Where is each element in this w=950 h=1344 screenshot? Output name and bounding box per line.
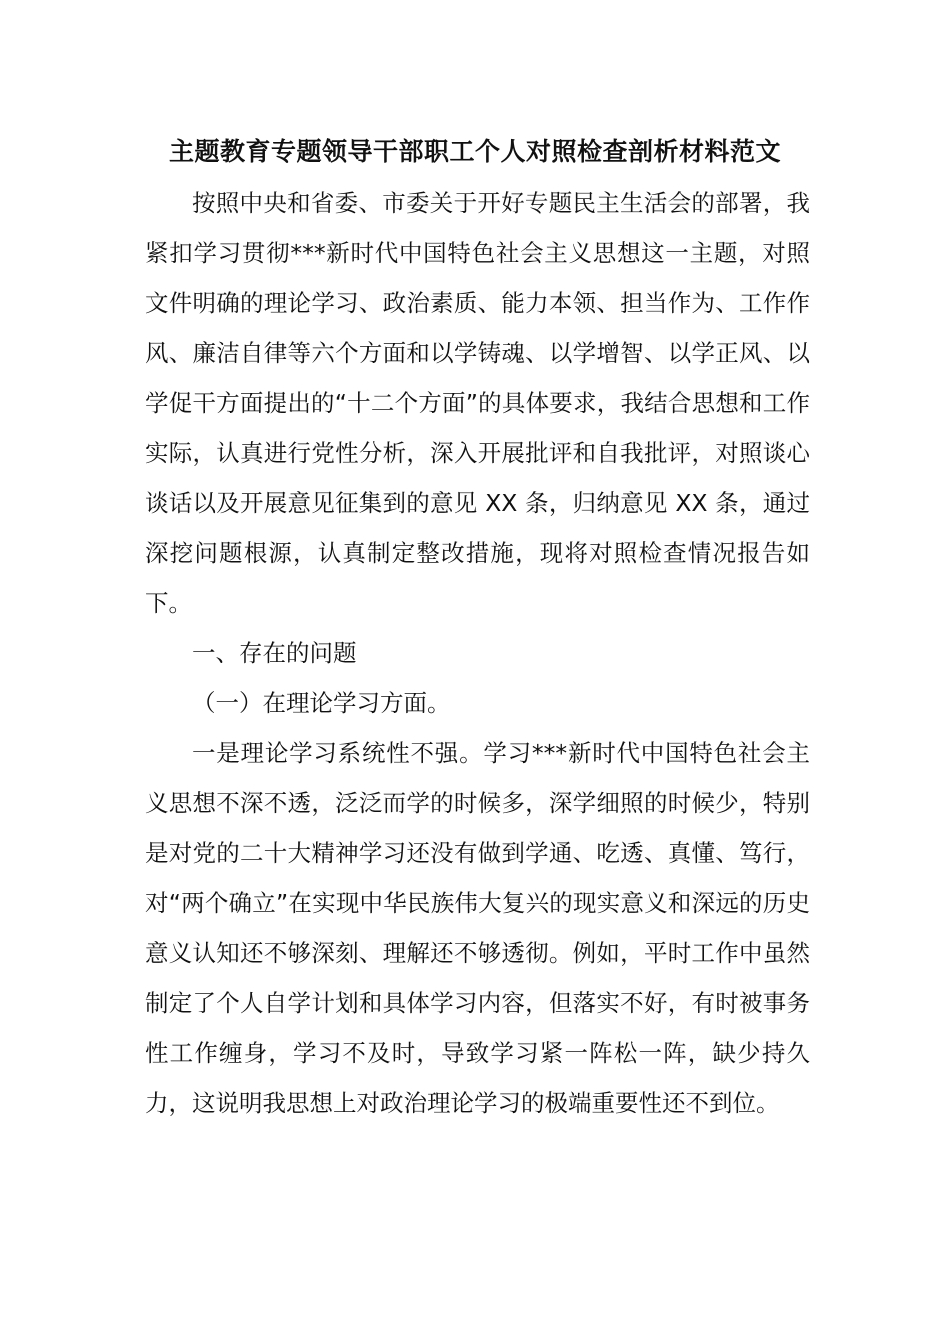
document-title: 主题教育专题领导干部职工个人对照检查剖析材料范文 (168, 137, 781, 166)
point-paragraph-1: 一是理论学习系统性不强。学习***新时代中国特色社会主义思想不深不透，泛泛而学的时候多，深学细照的时候少，特别是对党的二十大精神学习还没有做到学通、吃透、真懂、笃行，对“两个确立”在实现中华民族伟大复兴的现实意义和深远的历史意义认知还不够深刻、理解还不够透彻。例如，平时工作中虽然制定了个人自学计划和具体学习内容，但落实不好，有时被事务性工作缠身，学习不及时，导致学习紧一阵松一阵，缺少持久力，这说明我思想上对政治理论学习的极端重要性还不到位。 (145, 739, 810, 1117)
document-body (145, 178, 810, 1128)
subsection-heading-theory: （一）在理论学习方面。 (192, 689, 451, 717)
intro-paragraph: 按照中央和省委、市委关于开好专题民主生活会的部署，我紧扣学习贯彻***新时代中国特色社会主义思想这一主题，对照文件明确的理论学习、政治素质、能力本领、担当作为、工作作风、廉洁自律等六个方面和以学铸魂、以学增智、以学正风、以学促干方面提出的“十二个方面”的具体要求，我结合思想和工作实际，认真进行党性分析，深入开展批评和自我批评，对照谈心谈话以及开展意见征集到的意见 XX 条，归纳意见 XX 条，通过深挖问题根源，认真制定整改措施，现将对照检查情况报告如下。 (145, 189, 810, 617)
section-heading-problems: 一、存在的问题 (192, 639, 357, 667)
